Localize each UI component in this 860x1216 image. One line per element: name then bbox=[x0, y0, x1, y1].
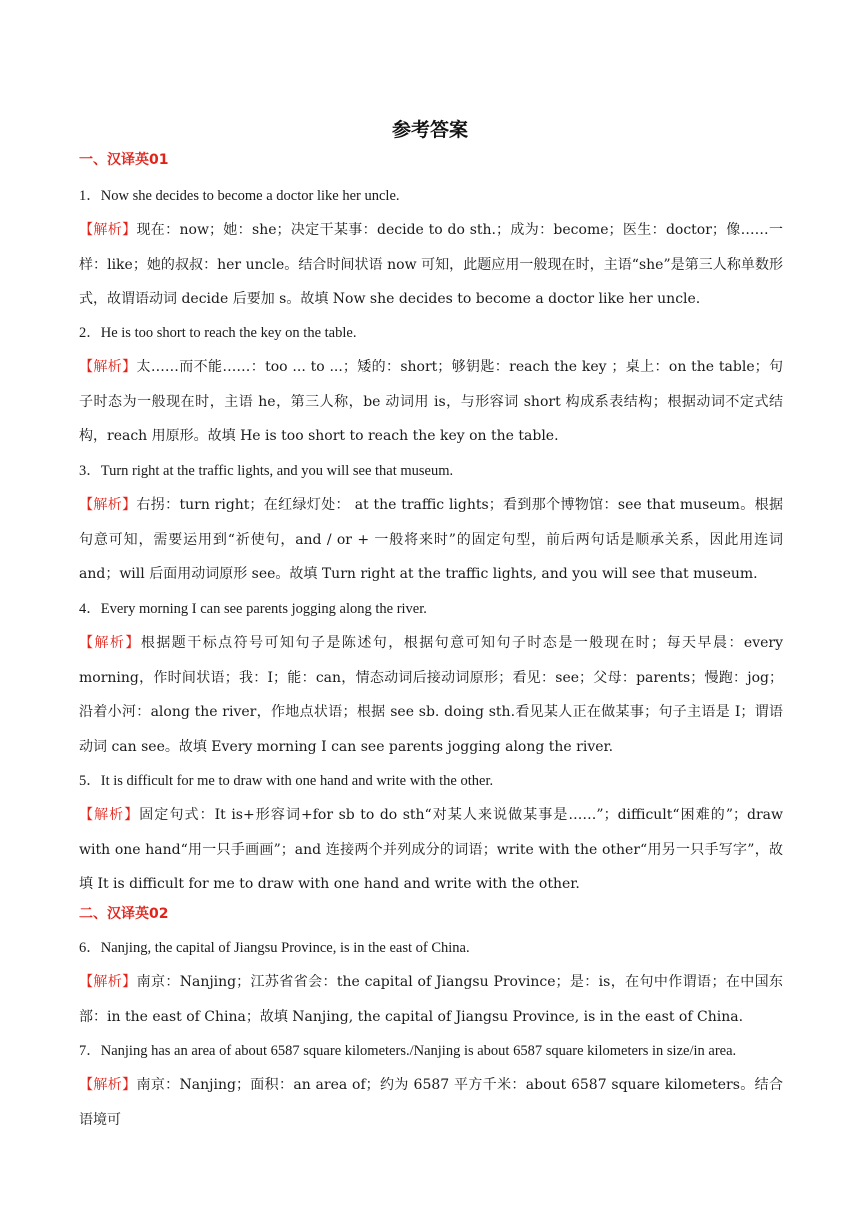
question-block-3 bbox=[79, 454, 783, 592]
question-number: 4． bbox=[79, 601, 101, 617]
answer-line bbox=[79, 316, 783, 350]
question-number: 5． bbox=[79, 773, 101, 789]
answer-line bbox=[79, 179, 783, 213]
answer-line bbox=[79, 454, 783, 488]
analysis-tag: 【解析】 bbox=[79, 497, 137, 514]
answer-line bbox=[79, 592, 783, 626]
explanation-text: 现在：now；她：she；决定干某事：decide to do sth.；成为：become；医生：doctor；像……一样：like；她的叔叔：her uncle。结合时间状语 now 可知，此题应用一般现在时，主语“she”是第三人称单数形式，故谓语动词 decide 后要加 s。故填 Now she decides to become a doctor like her uncle. bbox=[79, 222, 783, 308]
analysis-tag: 【解析】 bbox=[79, 974, 137, 991]
answer-text: Nanjing, the capital of Jiangsu Province, is in the east of China. bbox=[100, 940, 470, 956]
analysis-tag: 【解析】 bbox=[79, 635, 141, 652]
explanation-text: 根据题干标点符号可知句子是陈述句，根据句意可知句子时态是一般现在时；每天早晨：every morning，作时间状语；我：I；能：can，情态动词后接动词原形；看见：see；父母：parents；慢跑：jog；沿着小河：along the river，作地点状语；根据 see sb. doing sth.看见某人正在做某事；句子主语是 I；谓语动词 can see。故填 Every morning I can see parents jogging along the river. bbox=[79, 635, 783, 755]
explanation-text: 右拐：turn right；在红绿灯处： at the traffic lights；看到那个博物馆：see that museum。根据句意可知，需要运用到“祈使句，and / or + 一般将来时”的固定句型，前后两句话是顺承关系，因此用连词 and；will 后面用动词原形 see。故填 Turn right at the traffic lights, and you will see that museum. bbox=[79, 497, 783, 583]
analysis-tag: 【解析】 bbox=[79, 1077, 137, 1094]
question-number: 7． bbox=[79, 1043, 101, 1059]
question-block-6 bbox=[79, 931, 783, 1034]
analysis-tag: 【解析】 bbox=[79, 222, 137, 239]
analysis-tag: 【解析】 bbox=[79, 807, 140, 824]
explanation bbox=[79, 488, 783, 591]
question-block-4 bbox=[79, 592, 783, 764]
answer-line bbox=[79, 1034, 783, 1068]
question-block-2 bbox=[79, 316, 783, 454]
section-heading-1: 一、汉译英01 bbox=[79, 152, 169, 168]
answer-text: It is difficult for me to draw with one hand and write with the other. bbox=[100, 773, 494, 789]
answer-text: Every morning I can see parents jogging along the river. bbox=[100, 601, 427, 617]
question-block-5 bbox=[79, 764, 783, 902]
answer-text: Now she decides to become a doctor like her uncle. bbox=[100, 188, 400, 204]
explanation-text: 南京：Nanjing；面积：an area of；约为 6587 平方千米：about 6587 square kilometers。结合语境可 bbox=[79, 1077, 784, 1128]
explanation bbox=[79, 350, 783, 453]
explanation bbox=[79, 1068, 783, 1137]
section-heading-2: 二、汉译英02 bbox=[79, 906, 169, 922]
answer-line bbox=[79, 764, 783, 798]
explanation bbox=[79, 965, 783, 1034]
explanation-text: 南京：Nanjing；江苏省省会：the capital of Jiangsu Province；是：is，在句中作谓语；在中国东部：in the east of China；故填 Nanjing, the capital of Jiangsu Province, is in the east of China. bbox=[79, 974, 783, 1025]
question-number: 2． bbox=[79, 325, 101, 341]
explanation bbox=[79, 213, 783, 316]
question-block-1 bbox=[79, 179, 783, 317]
question-number: 6． bbox=[79, 940, 101, 956]
explanation bbox=[79, 798, 783, 901]
question-block-7 bbox=[79, 1034, 783, 1137]
answer-text: Nanjing has an area of about 6587 square kilometers./Nanjing is about 6587 square kilometers in size/in area. bbox=[100, 1043, 737, 1059]
explanation-text: 固定句式：It is+形容词+for sb to do sth“对某人来说做某事是……”；difficult“困难的”；draw with one hand“用一只手画画”；and 连接两个并列成分的词语；write with the other“用另一只手写字”，故填 It is difficult for me to draw with one hand and write with the other. bbox=[79, 807, 783, 893]
explanation-text: 太……而不能……：too ... to ...；矮的：short；够钥匙：reach the key ；桌上：on the table；句子时态为一般现在时，主语 he，第三人称，be 动词用 is，与形容词 short 构成系表结构；根据动词不定式结构，reach 用原形。故填 He is too short to reach the key on the table. bbox=[79, 359, 783, 445]
question-number: 3． bbox=[79, 463, 101, 479]
page-title: 参考答案 bbox=[391, 119, 468, 141]
answer-text: He is too short to reach the key on the table. bbox=[100, 325, 357, 341]
answer-text: Turn right at the traffic lights, and you will see that museum. bbox=[100, 463, 454, 479]
explanation bbox=[79, 626, 783, 764]
analysis-tag: 【解析】 bbox=[79, 359, 137, 376]
question-number: 1． bbox=[79, 188, 101, 204]
answer-line bbox=[79, 931, 783, 965]
